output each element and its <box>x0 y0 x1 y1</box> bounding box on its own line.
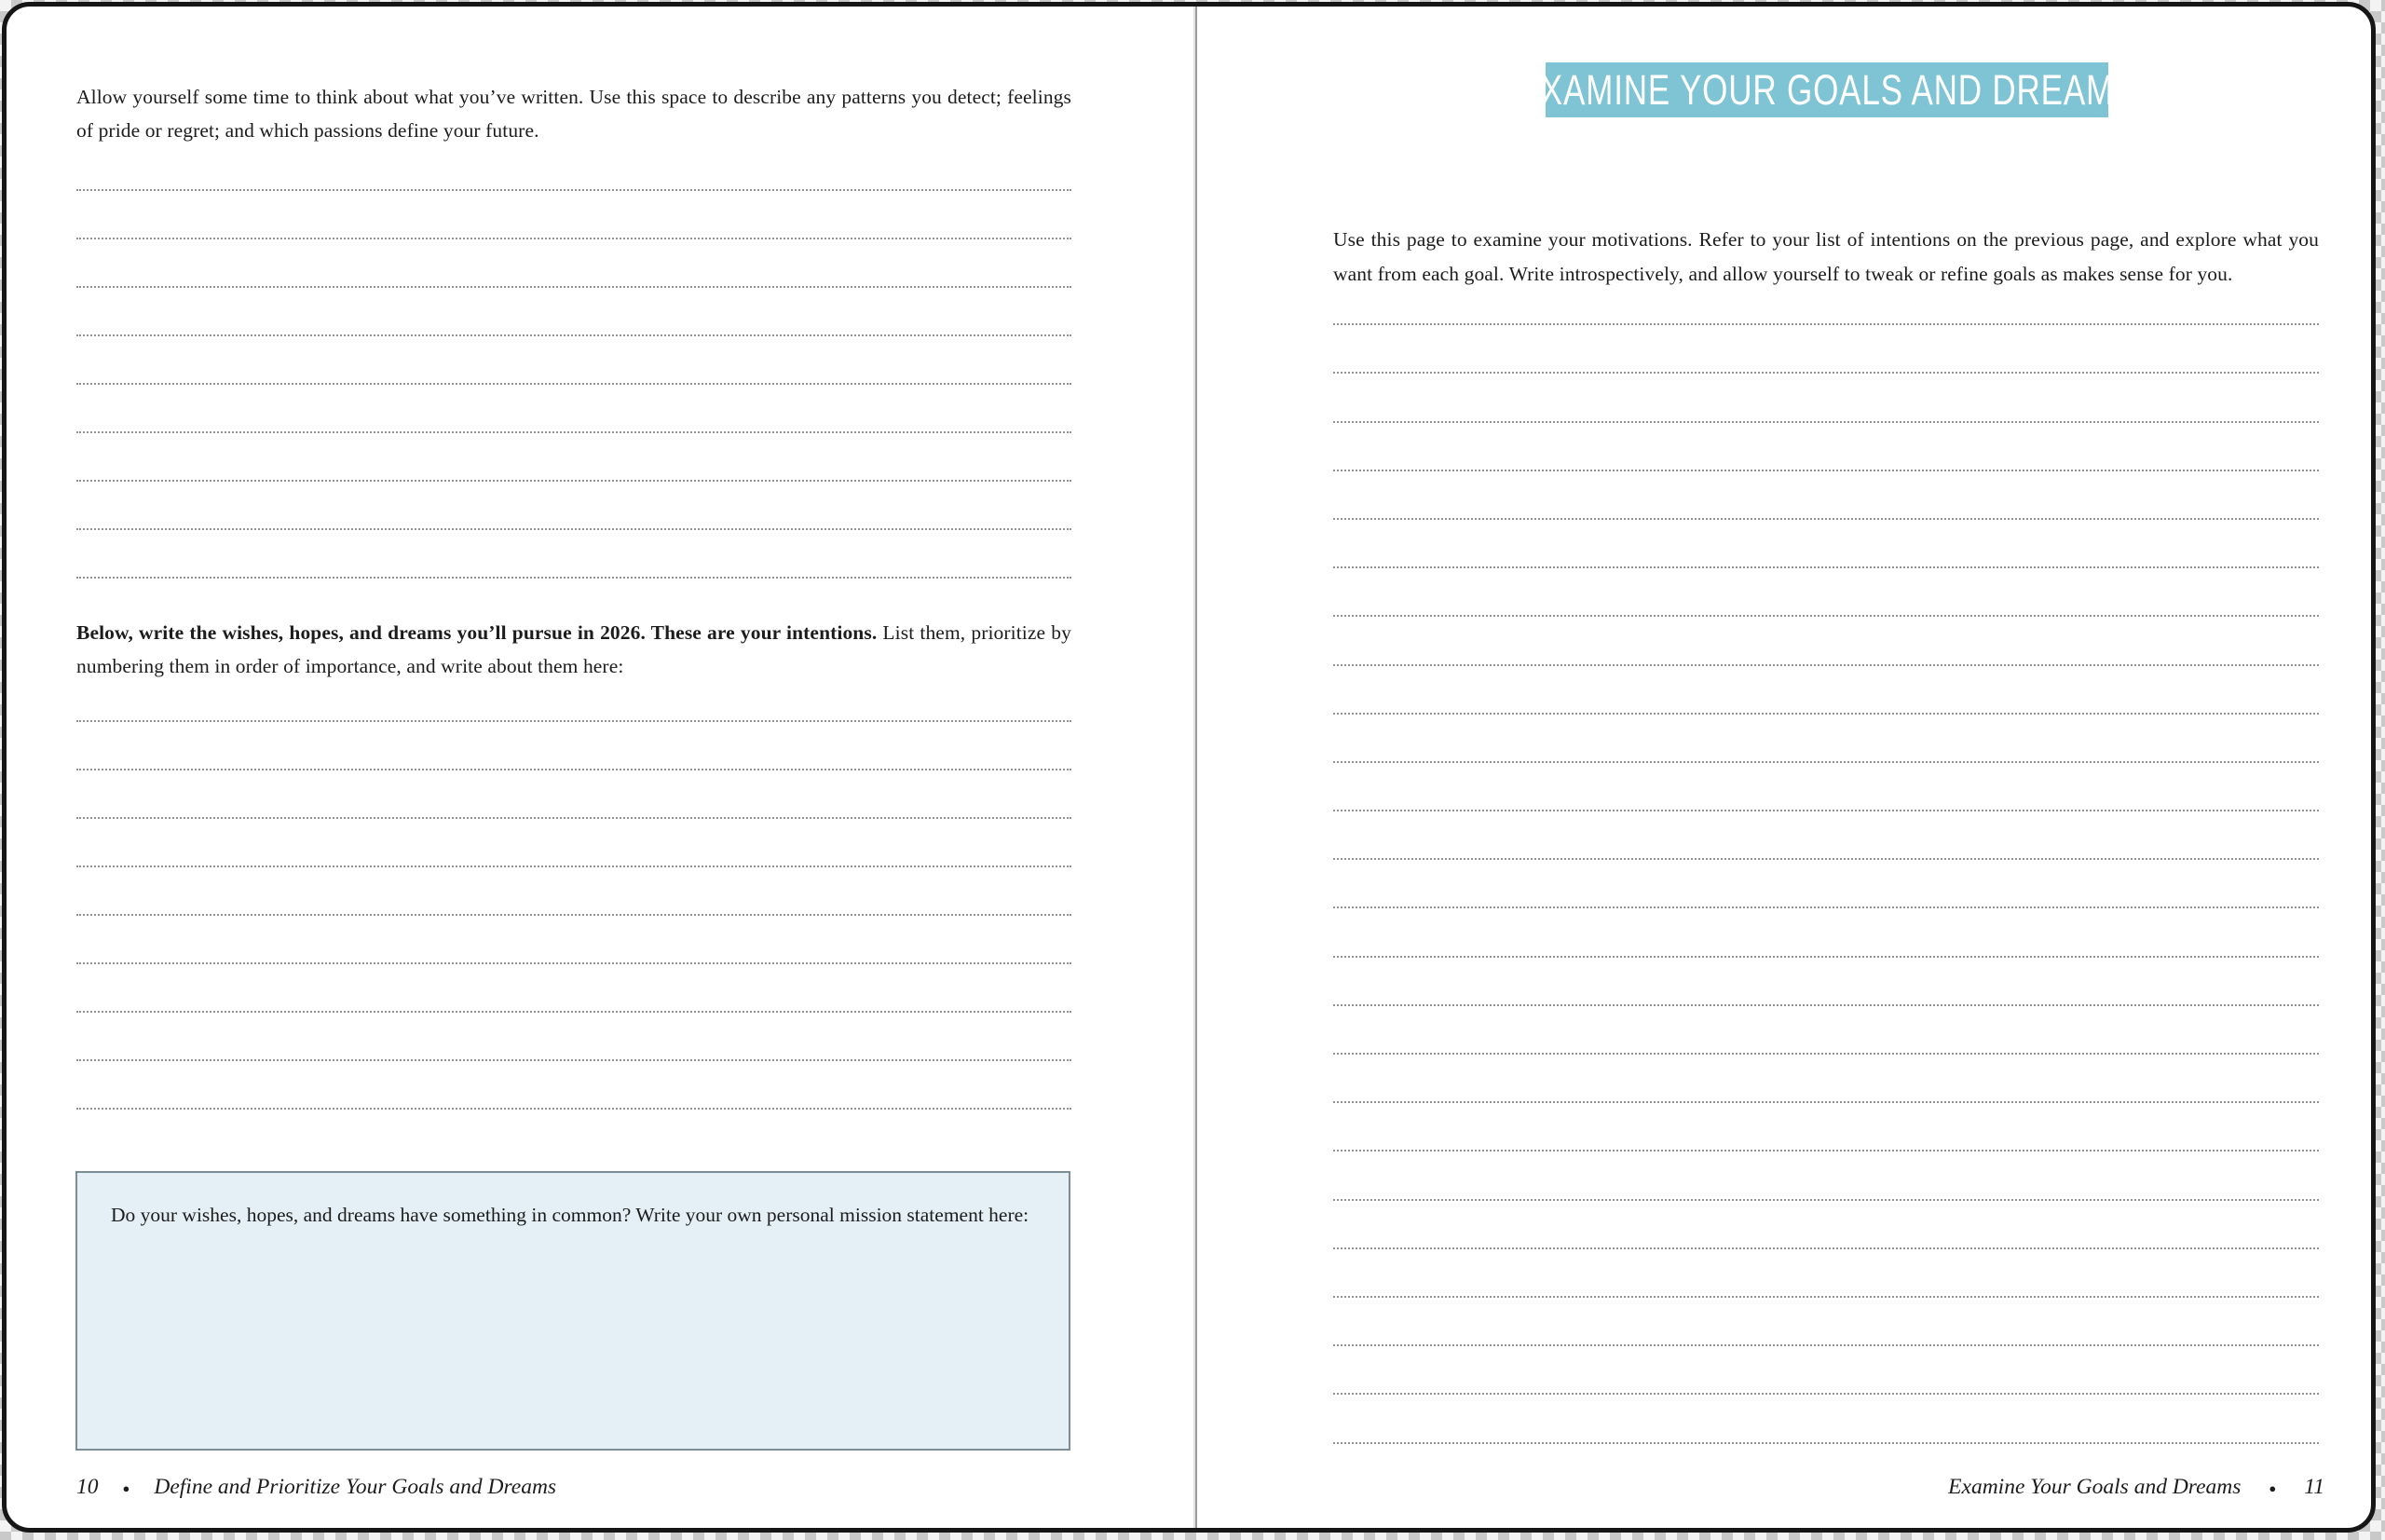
intentions-prompt-bold: Below, write the wishes, hopes, and dreams you’ll pursue in 2026. These are your intentions. <box>76 620 878 644</box>
ruled-writing-line <box>1333 1055 2319 1103</box>
right-page-number: 11 <box>2304 1475 2324 1499</box>
ruled-writing-line <box>1333 520 2319 568</box>
left-page-number: 10 <box>76 1475 99 1499</box>
ruled-writing-line <box>1333 1006 2319 1055</box>
ruled-writing-line <box>1333 958 2319 1006</box>
ruled-writing-line <box>1333 811 2319 860</box>
ruled-writing-line <box>76 143 1071 191</box>
ruled-writing-line <box>76 336 1071 385</box>
ruled-writing-line <box>1333 860 2319 908</box>
ruled-writing-line <box>1333 1298 2319 1346</box>
ruled-writing-line <box>1333 908 2319 957</box>
ruled-writing-line <box>76 722 1071 770</box>
writing-lines-right-page <box>1333 277 2319 1444</box>
left-chapter-title: Define and Prioritize Your Goals and Dreams <box>154 1475 557 1499</box>
mission-statement-prompt: Do your wishes, hopes, and dreams have something in common? Write your own personal mission statement here: <box>111 1204 1029 1226</box>
ruled-writing-line <box>1333 1249 2319 1298</box>
ruled-writing-line <box>1333 1201 2319 1249</box>
intentions-prompt-rest: List them, prioritize by numbering them in order of importance, and write about them here: <box>76 620 1071 677</box>
ruled-writing-line <box>76 1013 1071 1061</box>
ruled-writing-line <box>76 1061 1071 1110</box>
ruled-writing-line <box>76 191 1071 239</box>
ruled-writing-line <box>76 916 1071 964</box>
writing-lines-bottom-section <box>76 674 1071 1110</box>
ruled-writing-line <box>1333 277 2319 325</box>
ruled-writing-line <box>1333 1103 2319 1152</box>
right-page-footer <box>1948 1475 2324 1500</box>
ruled-writing-line <box>1333 471 2319 520</box>
right-chapter-title: Examine Your Goals and Dreams <box>1948 1475 2242 1499</box>
ruled-writing-line <box>1333 1346 2319 1395</box>
ruled-writing-line <box>76 674 1071 722</box>
ruled-writing-line <box>76 867 1071 916</box>
section-header-title: EXAMINE YOUR GOALS AND DREAMS <box>1518 65 2136 114</box>
ruled-writing-line <box>76 239 1071 288</box>
writing-lines-top-section <box>76 143 1071 579</box>
ruled-writing-line <box>1333 374 2319 422</box>
footer-bullet-icon: ● <box>122 1481 130 1495</box>
left-page-footer <box>76 1475 556 1500</box>
ruled-writing-line <box>1333 325 2319 374</box>
ruled-writing-line <box>1333 568 2319 617</box>
ruled-writing-line <box>1333 763 2319 811</box>
ruled-writing-line <box>1333 1152 2319 1200</box>
ruled-writing-line <box>76 964 1071 1013</box>
left-intro-paragraph: Allow yourself some time to think about what you’ve written. Use this space to describe any patterns you detect; feelings of pride or regret; and which passions define your future. <box>76 85 1071 142</box>
ruled-writing-line <box>76 819 1071 867</box>
page-gutter-divider <box>1195 7 1197 1528</box>
ruled-writing-line <box>76 482 1071 530</box>
ruled-writing-line <box>1333 423 2319 471</box>
footer-bullet-icon: ● <box>2269 1481 2277 1495</box>
book-page-spread <box>2 2 2376 1533</box>
ruled-writing-line <box>1333 617 2319 665</box>
ruled-writing-line <box>76 530 1071 579</box>
ruled-writing-line <box>76 288 1071 336</box>
ruled-writing-line <box>76 385 1071 433</box>
ruled-writing-line <box>1333 1395 2319 1443</box>
section-header-banner <box>1518 62 2136 117</box>
mission-statement-box <box>75 1171 1070 1451</box>
ruled-writing-line <box>1333 666 2319 715</box>
ruled-writing-line <box>1333 715 2319 763</box>
ruled-writing-line <box>76 433 1071 482</box>
ruled-writing-line <box>76 770 1071 819</box>
right-intro-paragraph: Use this page to examine your motivations. Refer to your list of intentions on the previous page, and explore what you want from each goal. Write introspectively, and allow yourself to tweak or refine goals as makes sense for you. <box>1333 227 2319 285</box>
intentions-prompt-paragraph <box>76 616 1071 683</box>
